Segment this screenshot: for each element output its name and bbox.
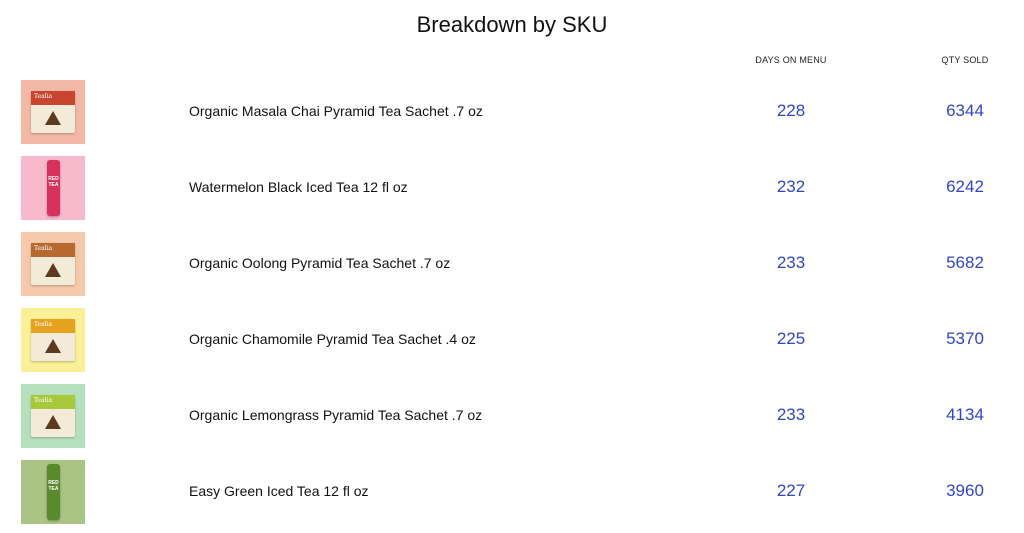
table-row[interactable] (0, 308, 1024, 384)
product-thumbnail (21, 384, 85, 448)
qty-sold-value: 6344 (946, 101, 984, 120)
product-thumbnail (21, 156, 85, 220)
page-title: Breakdown by SKU (416, 12, 608, 37)
sku-list (0, 80, 1024, 533)
qty-sold-value: 3960 (946, 481, 984, 500)
product-name: Organic Lemongrass Pyramid Tea Sachet .7 oz (189, 407, 483, 423)
tea-sachet-icon (31, 395, 75, 437)
can-label: RED TEA (48, 480, 59, 492)
product-thumbnail (21, 308, 85, 372)
product-thumbnail (21, 460, 85, 524)
days-on-menu-value: 228 (776, 101, 806, 120)
can-label: RED TEA (48, 176, 59, 188)
days-on-menu-value: 233 (776, 253, 806, 272)
qty-sold-value: 6242 (946, 177, 984, 196)
brand-logo: Tealia (34, 321, 53, 328)
column-header-days-on-menu[interactable]: DAYS ON MENU (755, 55, 827, 65)
days-on-menu-value: 232 (776, 177, 806, 196)
qty-sold-value: 4134 (946, 405, 984, 424)
column-header-qty-sold[interactable]: QTY SOLD (941, 55, 989, 65)
product-name: Easy Green Iced Tea 12 fl oz (189, 483, 369, 499)
product-name: Organic Chamomile Pyramid Tea Sachet .4 oz (189, 331, 476, 347)
days-on-menu-value: 227 (776, 481, 806, 500)
product-name: Organic Masala Chai Pyramid Tea Sachet .7 oz (189, 103, 483, 119)
tea-can-icon (47, 464, 60, 520)
table-row[interactable] (0, 80, 1024, 156)
tea-sachet-icon (31, 243, 75, 285)
days-on-menu-value: 233 (776, 405, 806, 424)
qty-sold-value: 5682 (946, 253, 984, 272)
tea-sachet-icon (31, 319, 75, 361)
brand-logo: Tealia (34, 93, 53, 100)
product-name: Organic Oolong Pyramid Tea Sachet .7 oz (189, 255, 451, 271)
product-thumbnail (21, 232, 85, 296)
product-thumbnail (21, 80, 85, 144)
tea-can-icon (47, 160, 60, 216)
tea-sachet-icon (31, 91, 75, 133)
days-on-menu-value: 225 (776, 329, 806, 348)
table-row[interactable] (0, 156, 1024, 232)
table-row[interactable] (0, 232, 1024, 308)
brand-logo: Tealia (34, 245, 53, 252)
qty-sold-value: 5370 (946, 329, 984, 348)
brand-logo: Tealia (34, 397, 53, 404)
table-row[interactable] (0, 384, 1024, 460)
table-row[interactable] (0, 460, 1024, 533)
product-name: Watermelon Black Iced Tea 12 fl oz (189, 179, 408, 195)
